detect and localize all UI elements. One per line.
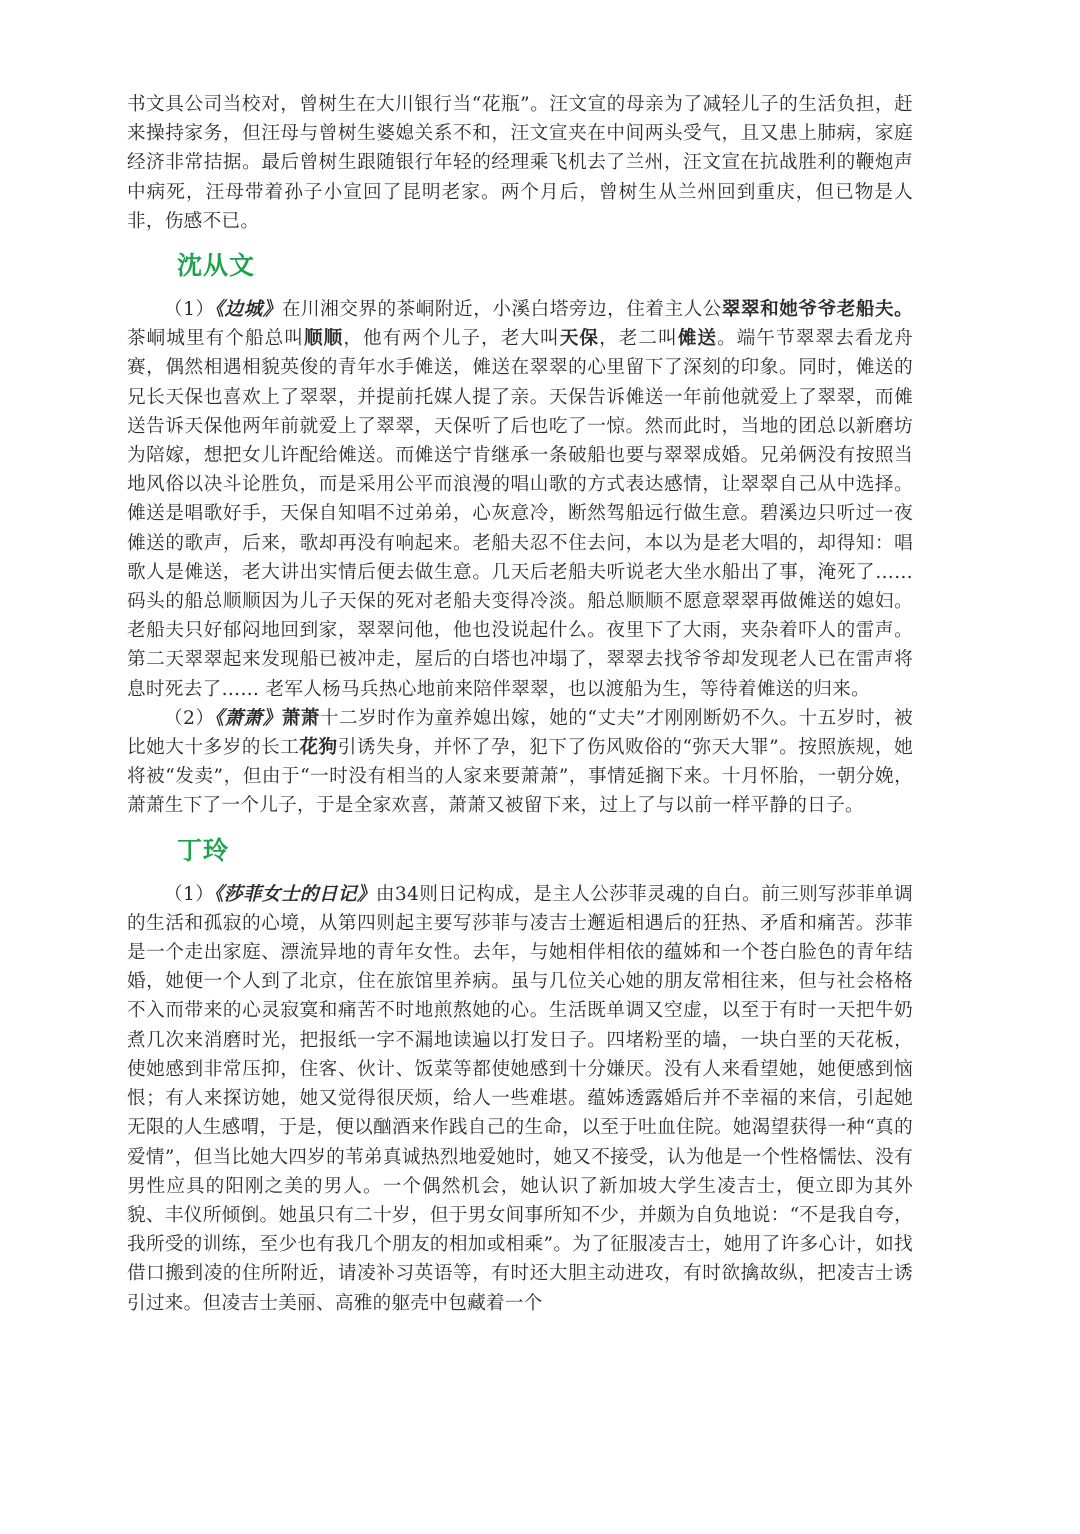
- book-title-shafei-diary: 《莎菲女士的日记》: [214, 883, 376, 905]
- section-heading-ding-ling: 丁玲: [177, 835, 230, 865]
- paragraph-shafei-diary: [127, 880, 913, 1318]
- page-content: [127, 90, 913, 1318]
- paragraph-text: 茶峒城里有个船总叫: [127, 328, 305, 350]
- paragraph-text: ，他有两个儿子，老大叫: [343, 328, 560, 350]
- bold-name-xiaoxiao: 萧萧: [281, 707, 320, 729]
- bold-characters-cuicui: 翠翠和她爷爷老船夫。: [721, 299, 913, 321]
- paragraph-text: ，老二叫: [599, 328, 678, 350]
- intro-paragraph: [127, 90, 913, 236]
- paragraph-text: 引诱失身，并怀了孕，犯下了伤风败俗的“弥天大罪”。按照族规，她将被“发卖”，但由于“一时没有相当的人家来要萧萧”，事情延搁下来。十月怀胎，一朝分娩，萧萧生下了一个儿子，于是全家欢喜，萧萧又被留下来，过上了与以前一样平静的日子。: [127, 737, 914, 817]
- section-heading-shen-congwen: 沈从文: [177, 251, 256, 281]
- paragraph-number: （1）: [164, 299, 215, 321]
- bold-name-nuosong: 傩送: [677, 328, 718, 350]
- book-title-biancheng: 《边城》: [214, 299, 282, 321]
- paragraph-number: （1）: [164, 883, 215, 905]
- intro-text: 书文具公司当校对，曾树生在大川银行当“花瓶”。汪文宣的母亲为了减轻儿子的生活负担，赶来操持家务，但汪母与曾树生婆媳关系不和，汪文宣夹在中间两头受气，且又患上肺病，家庭经济非常拮据。最后曾树生跟随银行年轻的经理乘飞机去了兰州，汪文宣在抗战胜利的鞭炮声中病死，汪母带着孙子小宣回了昆明老家。两个月后，曾树生从兰州回到重庆，但已物是人非，伤感不已。: [127, 94, 913, 232]
- paragraph-text: 由34则日记构成，是主人公莎菲灵魂的自白。前三则写莎菲单调的生活和孤寂的心境，从第四则起主要写莎菲与凌吉士邂逅相遇后的狂热、矛盾和痛苦。莎菲是一个走出家庭、漂流异地的青年女性。去年，与她相伴相依的蕴姊和一个苍白脸色的青年结婚，她便一个人到了北京，住在旅馆里养病。虽与几位关心她的朋友常相往来，但与社会格格不入而带来的心灵寂寞和痛苦不时地煎熬她的心。生活既单调又空虚，以至于有时一天把牛奶煮几次来消磨时光，把报纸一字不漏地读遍以打发日子。四堵粉垩的墙，一块白垩的天花板，使她感到非常压抑，住客、伙计、饭菜等都使她感到十分嫌厌。没有人来看望她，她便感到恼恨；有人来探访她，她又觉得很厌烦，给人一些难堪。蕴姊透露婚后并不幸福的来信，引起她无限的人生感喟，于是，便以酗酒来作践自己的生命，以至于吐血住院。她渴望获得一种“真的爱情”，但当比她大四岁的苇弟真诚热烈地爱她时，她又不接受，认为他是一个性格懦怯、没有男性应具的阳刚之美的男人。一个偶然机会，她认识了新加坡大学生凌吉士，便立即为其外貌、丰仪所倾倒。她虽只有二十岁，但于男女间事所知不少，并颇为自负地说：“不是我自夸， 我所受的训练，至少也有我几个朋友的相加或相乘”。为了征服凌吉士，她用了许多心计，如找借口搬到凌的住所附近，请凌补习英语等，有时还大胆主动进攻，有时欲擒故纵，把凌吉士诱引过来。但凌吉士美丽、高雅的躯壳中包藏着一个: [127, 883, 913, 1314]
- paragraph-text: 十二岁时作为童养媳出嫁，她的“丈夫”才刚刚断奶不久。十五岁时，被比她大十多岁的长工: [127, 707, 913, 759]
- paragraph-biancheng: [127, 295, 913, 704]
- bold-name-tianbao: 天保: [559, 328, 600, 350]
- bold-name-shunshun: 顺顺: [304, 328, 344, 350]
- paragraph-xiaoxiao: [127, 704, 913, 821]
- bold-name-huagou: 花狗: [299, 737, 338, 759]
- book-title-xiaoxiao: 《萧萧》: [214, 707, 282, 729]
- paragraph-text: 在川湘交界的茶峒附近，小溪白塔旁边，住着主人公: [281, 299, 722, 321]
- paragraph-text: 。端午节翠翠去看龙舟赛，偶然相遇相貌英俊的青年水手傩送，傩送在翠翠的心里留下了深刻的印象。同时，傩送的兄长天保也喜欢上了翠翠，并提前托媒人提了亲。天保告诉傩送一年前他就爱上了翠翠，而傩送告诉天保他两年前就爱上了翠翠，天保听了后也吃了一惊。然而此时，当地的团总以新磨坊为陪嫁，想把女儿许配给傩送。而傩送宁肯继承一条破船也要与翠翠成婚。兄弟俩没有按照当地风俗以决斗论胜负，而是采用公平而浪漫的唱山歌的方式表达感情，让翠翠自己从中选择。傩送是唱歌好手，天保自知唱不过弟弟，心灰意冷，断然驾船远行做生意。碧溪边只听过一夜傩送的歌声，后来，歌却再没有响起来。老船夫忍不住去问，本以为是老大唱的，却得知：唱歌人是傩送，老大讲出实情后便去做生意。几天后老船夫听说老大坐水船出了事，淹死了……码头的船总顺顺因为儿子天保的死对老船夫变得冷淡。船总顺顺不愿意翠翠再做傩送的媳妇。老船夫只好郁闷地回到家，翠翠问他，他也没说起什么。夜里下了大雨，夹杂着吓人的雷声。第二天翠翠起来发现船已被冲走，屋后的白塔也冲塌了，翠翠去找爷爷却发现老人已在雷声将息时死去了…… 老军人杨马兵热心地前来陪伴翠翠，也以渡船为生，等待着傩送的归来。: [127, 328, 913, 700]
- paragraph-number: （2）: [164, 707, 215, 729]
